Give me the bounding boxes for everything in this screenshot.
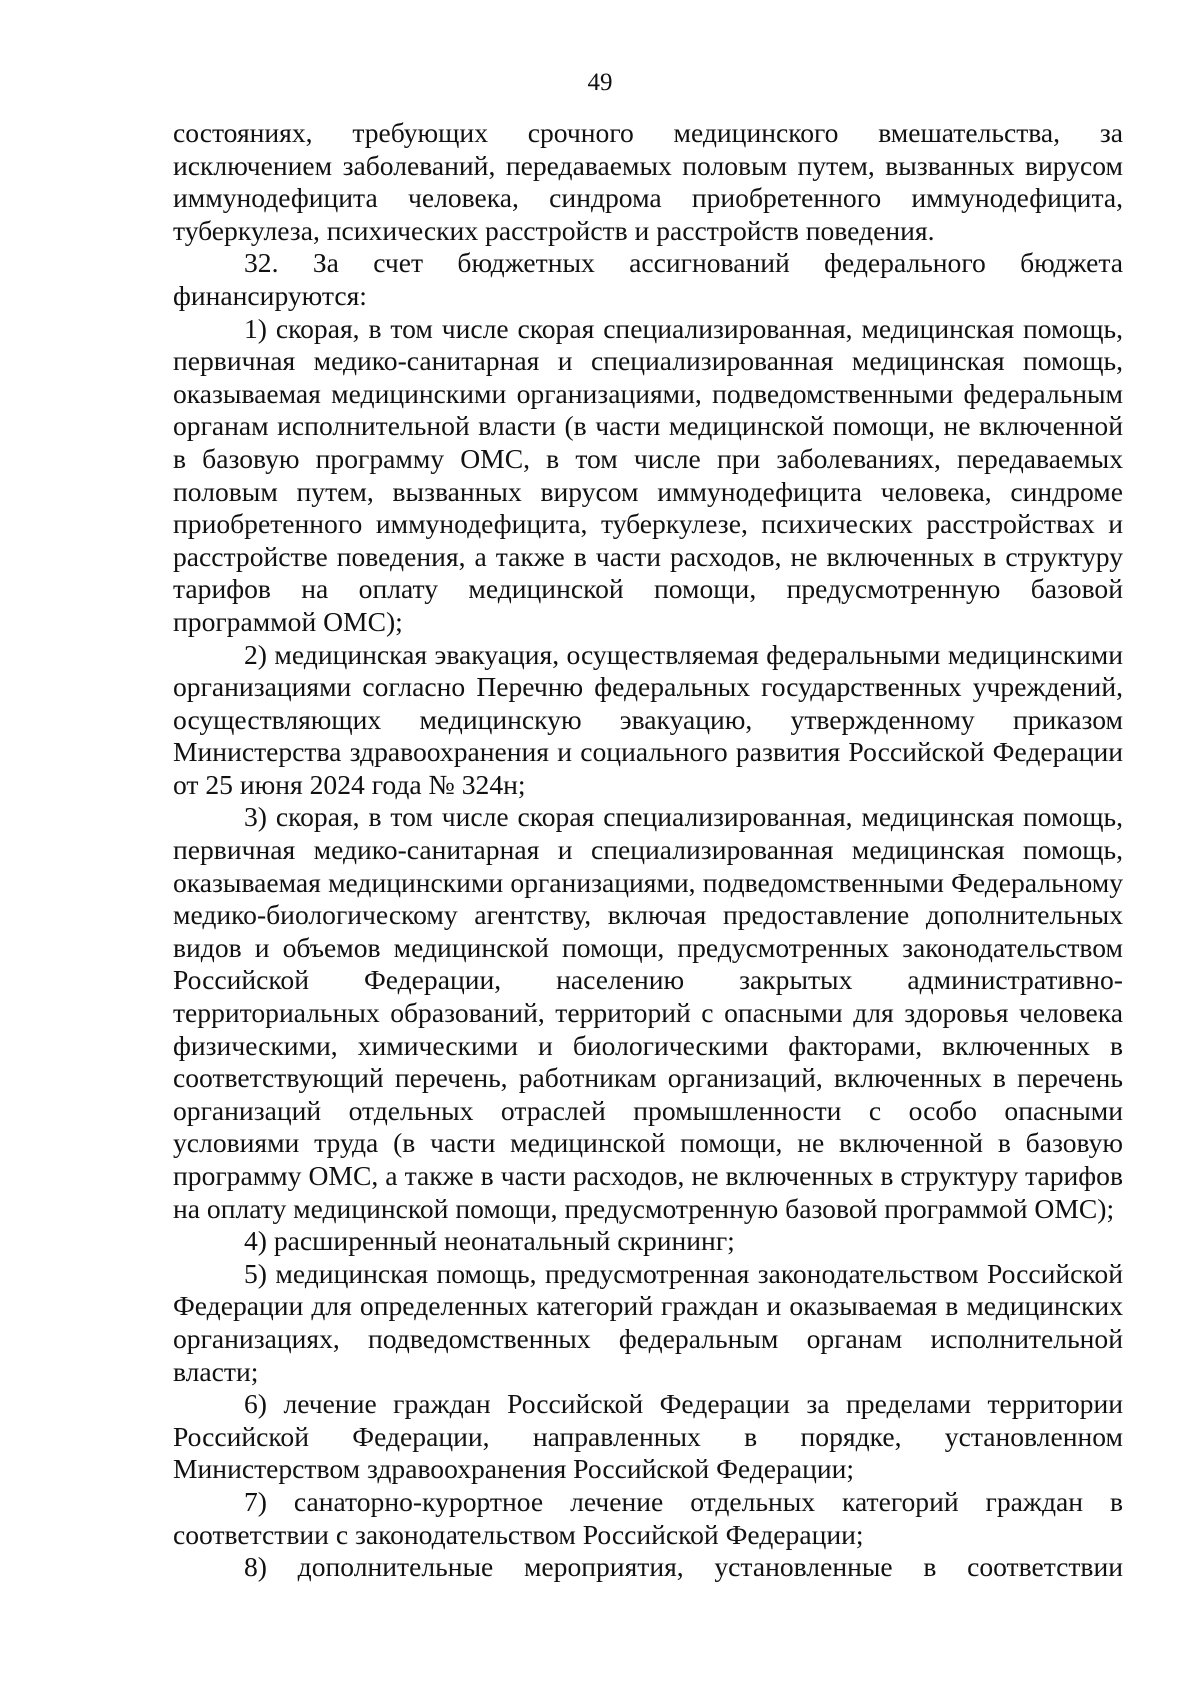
paragraph-item-6: 6) лечение граждан Российской Федерации за пределами территории Российской Федерации, направленных в порядке, установленном Министерством здравоохранения Российской Федерации; xyxy=(173,1388,1123,1485)
paragraph-item-2: 2) медицинская эвакуация, осуществляемая федеральными медицинскими организациями согласно Перечню федеральных государственных учреждений, осуществляющих медицинскую эвакуацию, утвержденному приказом Министерства здравоохранения и социального развития Российской Федерации от 25 июня 2024 года № 324н; xyxy=(173,638,1123,800)
paragraph-item-1: 1) скорая, в том числе скорая специализированная, медицинская помощь, первичная медико-санитарная и специализированная медицинская помощь, оказываемая медицинскими организациями, подведомственными федеральным органам исполнительной власти (в части медицинской помощи, не включенной в базовую программу ОМС, в том числе при заболеваниях, передаваемых половым путем, вызванных вирусом иммунодефицита человека, синдроме приобретенного иммунодефицита, туберкулезе, психических расстройствах и расстройстве поведения, а также в части расходов, не включенных в структуру тарифов на оплату медицинской помощи, предусмотренную базовой программой ОМС); xyxy=(173,312,1123,637)
paragraph-item-8: 8) дополнительные мероприятия, установленные в соответствии xyxy=(244,1551,1123,1583)
paragraph-item-4: 4) расширенный неонатальный скрининг; xyxy=(244,1225,735,1257)
paragraph-item-3: 3) скорая, в том числе скорая специализированная, медицинская помощь, первичная медико-санитарная и специализированная медицинская помощь, оказываемая медицинскими организациями, подведомственными Федеральному медико-биологическому агентству, включая предоставление дополнительных видов и объемов медицинской помощи, предусмотренных законодательством Российской Федерации, населению закрытых административно-территориальных образований, территорий с опасными для здоровья человека физическими, химическими и биологическими факторами, включенных в соответствующий перечень, работникам организаций, включенных в перечень организаций отдельных отраслей промышленности с особо опасными условиями труда (в части медицинской помощи, не включенной в базовую программу ОМС, а также в части расходов, не включенных в структуру тарифов на оплату медицинской помощи, предусмотренную базовой программой ОМС); xyxy=(173,801,1123,1224)
page-number: 49 xyxy=(587,69,613,96)
document-body xyxy=(173,117,1123,1584)
paragraph-clause-32: 32. За счет бюджетных ассигнований федерального бюджета финансируются: xyxy=(173,247,1123,311)
paragraph-continuation: состояниях, требующих срочного медицинского вмешательства, за исключением заболеваний, передаваемых половым путем, вызванных вирусом иммунодефицита человека, синдрома приобретенного иммунодефицита, туберкулеза, психических расстройств и расстройств поведения. xyxy=(173,117,1123,246)
paragraph-item-7: 7) санаторно-курортное лечение отдельных категорий граждан в соответствии с законодательством Российской Федерации; xyxy=(173,1485,1123,1550)
paragraph-item-5: 5) медицинская помощь, предусмотренная законодательством Российской Федерации для определенных категорий граждан и оказываемая в медицинских организациях, подведомственных федеральным органам исполнительной власти; xyxy=(173,1257,1123,1387)
